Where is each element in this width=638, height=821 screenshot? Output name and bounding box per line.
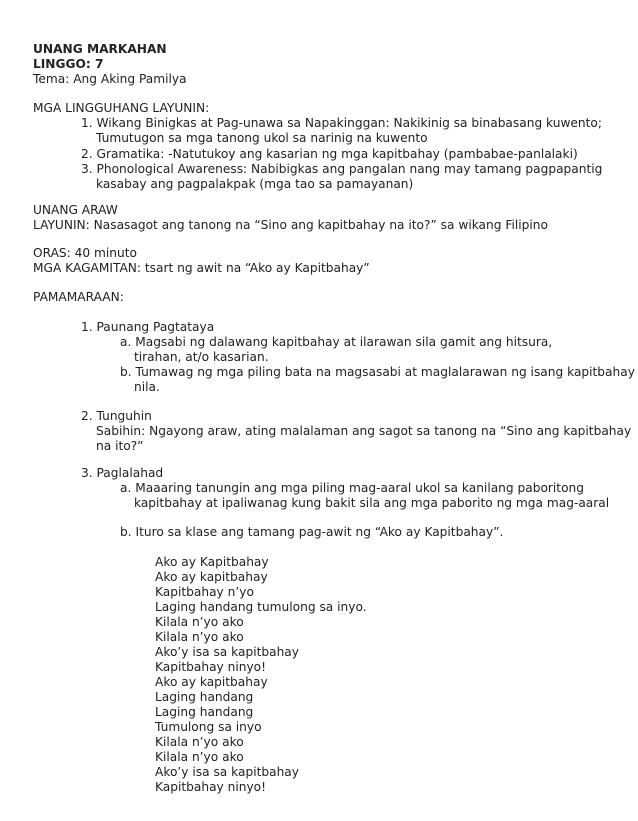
materials-line: MGA KAGAMITAN: tsart ng awit na “Ako ay Kapitbahay” <box>33 261 370 275</box>
quarter-title: UNANG MARKAHAN <box>33 42 167 56</box>
day-heading: UNANG ARAW <box>33 203 118 217</box>
objective-item-2: 2. Gramatika: -Natutukoy ang kasarian ng mga kapitbahay (pambabae-panlalaki) <box>81 147 578 161</box>
song-line: Kapitbahay n’yo <box>155 585 254 599</box>
objective-item-1-cont: Tumutugon sa mga tanong ukol sa narinig na kuwento <box>96 131 428 145</box>
song-line: Kilala n’yo ako <box>155 750 244 764</box>
objective-item-3: 3. Phonological Awareness: Nabibigkas ang pangalan nang may tamang pagpapantig <box>81 162 603 176</box>
step-2-title: 2. Tunguhin <box>81 409 152 423</box>
song-line: Ako ay kapitbahay <box>155 675 268 689</box>
song-line: Ako’y isa sa kapitbahay <box>155 765 299 779</box>
step-2-text: Sabihin: Ngayong araw, ating malalaman ang sagot sa tanong na “Sino ang kapitbahay <box>96 424 632 438</box>
song-line: Kilala n’yo ako <box>155 615 244 629</box>
objectives-heading: MGA LINGGUHANG LAYUNIN: <box>33 101 210 115</box>
step-3-a-cont: kapitbahay at ipaliwanag kung bakit sila ang mga paborito ng mga mag-aaral <box>134 496 610 510</box>
step-3-b: b. Ituro sa klase ang tamang pag-awit ng “Ako ay Kapitbahay”. <box>120 525 504 539</box>
time-line: ORAS: 40 minuto <box>33 246 137 260</box>
song-line: Tumulong sa inyo <box>155 720 262 734</box>
song-line: Kapitbahay ninyo! <box>155 660 267 674</box>
week-title: LINGGO: 7 <box>33 57 104 71</box>
song-line: Laging handang tumulong sa inyo. <box>155 600 367 614</box>
step-2-text-cont: na ito?” <box>96 439 144 453</box>
song-line: Kilala n’yo ako <box>155 735 244 749</box>
song-line: Ako ay kapitbahay <box>155 570 268 584</box>
objective-item-1: 1. Wikang Binigkas at Pag-unawa sa Napakinggan: Nakikinig sa binabasang kuwento; <box>81 116 602 130</box>
procedure-heading: PAMAMARAAN: <box>33 290 124 304</box>
step-1-a: a. Magsabi ng dalawang kapitbahay at ilarawan sila gamit ang hitsura, <box>120 335 553 349</box>
step-1-title: 1. Paunang Pagtataya <box>81 320 215 334</box>
song-line: Laging handang <box>155 705 254 719</box>
theme-line: Tema: Ang Aking Pamilya <box>33 72 187 86</box>
step-1-b-cont: nila. <box>134 380 160 394</box>
step-3-title: 3. Paglalahad <box>81 466 164 480</box>
step-1-a-cont: tirahan, at/o kasarian. <box>134 350 269 364</box>
day-objective: LAYUNIN: Nasasagot ang tanong na “Sino ang kapitbahay na ito?” sa wikang Filipino <box>33 218 548 232</box>
song-line: Ako’y isa sa kapitbahay <box>155 645 299 659</box>
song-line: Ako ay Kapitbahay <box>155 555 269 569</box>
song-line: Laging handang <box>155 690 254 704</box>
step-3-a: a. Maaaring tanungin ang mga piling mag-aaral ukol sa kanilang paboritong <box>120 481 584 495</box>
objective-item-3-cont: kasabay ang pagpalakpak (mga tao sa pamayanan) <box>96 177 414 191</box>
song-line: Kilala n’yo ako <box>155 630 244 644</box>
step-1-b: b. Tumawag ng mga piling bata na magsasabi at maglalarawan ng isang kapitbahay <box>120 365 635 379</box>
song-line: Kapitbahay ninyo! <box>155 780 267 794</box>
